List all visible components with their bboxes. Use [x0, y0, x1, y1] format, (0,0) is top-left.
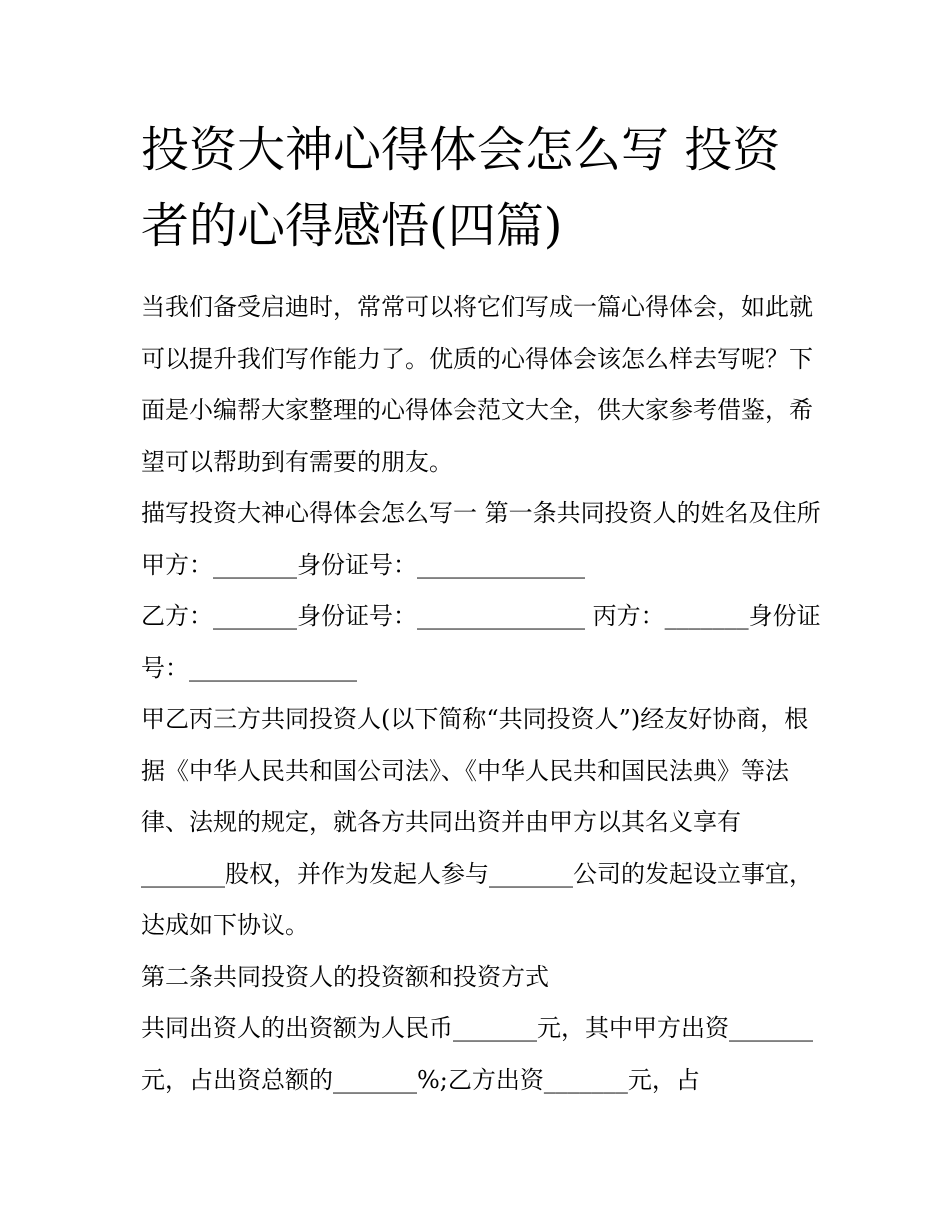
intro-paragraph: 当我们备受启迪时，常常可以将它们写成一篇心得体会，如此就可以提升我们写作能力了。优质的心得体会该怎么样去写呢？下面是小编帮大家整理的心得体会范文大全，供大家参考借鉴，希望可以帮助到有需要的朋友。: [141, 293, 813, 476]
contribution-paragraph: 共同出资人的出资额为人民币_______元，其中甲方出资_______元，占出资总额的_______%;乙方出资_______元，占: [141, 1014, 813, 1094]
document-page: [141, 112, 821, 1106]
document-title: 投资大神心得体会怎么写 投资者的心得感悟(四篇): [141, 122, 781, 254]
parties-paragraph: 乙方：_______身份证号：______________ 丙方：_______身份证号：______________: [141, 602, 821, 682]
agreement-paragraph: 甲乙丙三方共同投资人(以下简称“共同投资人”)经友好协商，根据《中华人民共和国公司法》、《中华人民共和国民法典》等法律、法规的规定，就各方共同出资并由甲方以其名义享有_______股权，并作为发起人参与_______公司的发起设立事宜，达成如下协议。: [141, 705, 813, 939]
article-one-paragraph: 描写投资大神心得体会怎么写一 第一条共同投资人的姓名及住所 甲方：_______身份证号：______________: [141, 499, 821, 579]
article-two-heading: 第二条共同投资人的投资额和投资方式: [141, 962, 549, 991]
